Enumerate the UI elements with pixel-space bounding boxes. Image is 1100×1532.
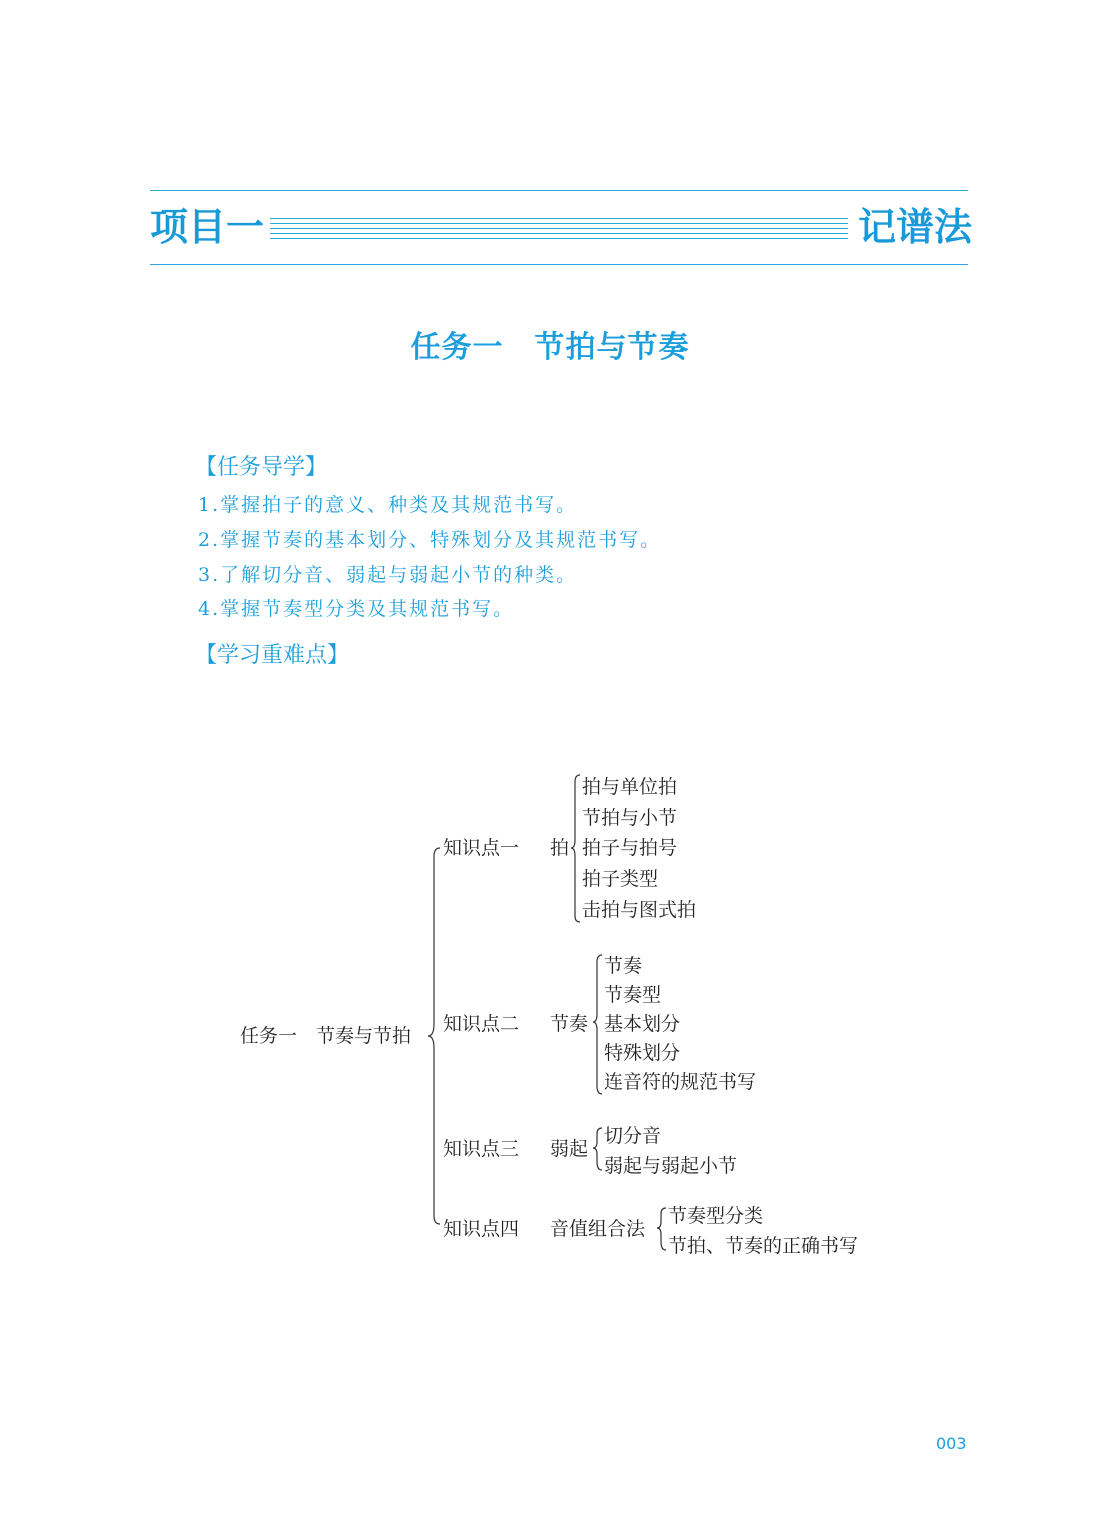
knowledge-point-label: 知识点四	[443, 1218, 520, 1240]
mindmap-leaf: 连音符的规范书写	[604, 1071, 757, 1093]
mindmap-leaf: 节奏型	[604, 984, 662, 1006]
mindmap-leaf: 拍子类型	[582, 868, 659, 890]
mindmap-leaf: 基本划分	[604, 1013, 681, 1035]
guide-item: 4.掌握节奏型分类及其规范书写。	[198, 598, 515, 620]
mindmap-leaf: 节奏	[604, 955, 643, 977]
guide-item: 2.掌握节奏的基本划分、特殊划分及其规范书写。	[198, 529, 662, 551]
brace-knowledge-1	[571, 775, 580, 922]
mindmap-leaf: 特殊划分	[604, 1042, 681, 1064]
mindmap-leaf: 弱起与弱起小节	[604, 1155, 738, 1177]
knowledge-point-topic: 弱起	[550, 1138, 589, 1160]
key-points-heading: 【学习重难点】	[195, 643, 350, 668]
mindmap-leaf: 拍与单位拍	[582, 776, 678, 798]
knowledge-point-topic: 节奏	[550, 1013, 589, 1035]
mindmap-leaf: 切分音	[604, 1125, 662, 1147]
guide-item: 1.掌握拍子的意义、种类及其规范书写。	[198, 494, 578, 516]
mindmap-leaf: 拍子与拍号	[582, 837, 678, 859]
guide-item: 3.了解切分音、弱起与弱起小节的种类。	[198, 564, 578, 586]
mindmap-leaf: 击拍与图式拍	[582, 899, 697, 921]
task-title: 任务一 节拍与节奏	[410, 330, 690, 365]
knowledge-point-label: 知识点三	[443, 1138, 520, 1160]
root-brace	[428, 848, 440, 1224]
brace-knowledge-3	[593, 1128, 602, 1170]
knowledge-point-topic: 音值组合法	[550, 1218, 646, 1240]
mindmap-leaf: 节拍、节奏的正确书写	[668, 1235, 859, 1257]
knowledge-point-topic: 拍	[550, 837, 570, 859]
knowledge-point-label: 知识点一	[443, 837, 520, 859]
page-number: 003	[936, 1434, 967, 1453]
guide-heading: 【任务导学】	[195, 455, 328, 480]
mindmap-leaf: 节拍与小节	[582, 807, 678, 829]
brace-knowledge-2	[593, 955, 602, 1094]
mindmap-leaf: 节奏型分类	[668, 1205, 764, 1227]
project-label: 项目一	[150, 205, 265, 249]
mindmap-root: 任务一 节奏与节拍	[240, 1025, 412, 1047]
knowledge-point-label: 知识点二	[443, 1013, 520, 1035]
brace-knowledge-4	[657, 1208, 666, 1250]
project-title: 记谱法	[858, 205, 973, 249]
